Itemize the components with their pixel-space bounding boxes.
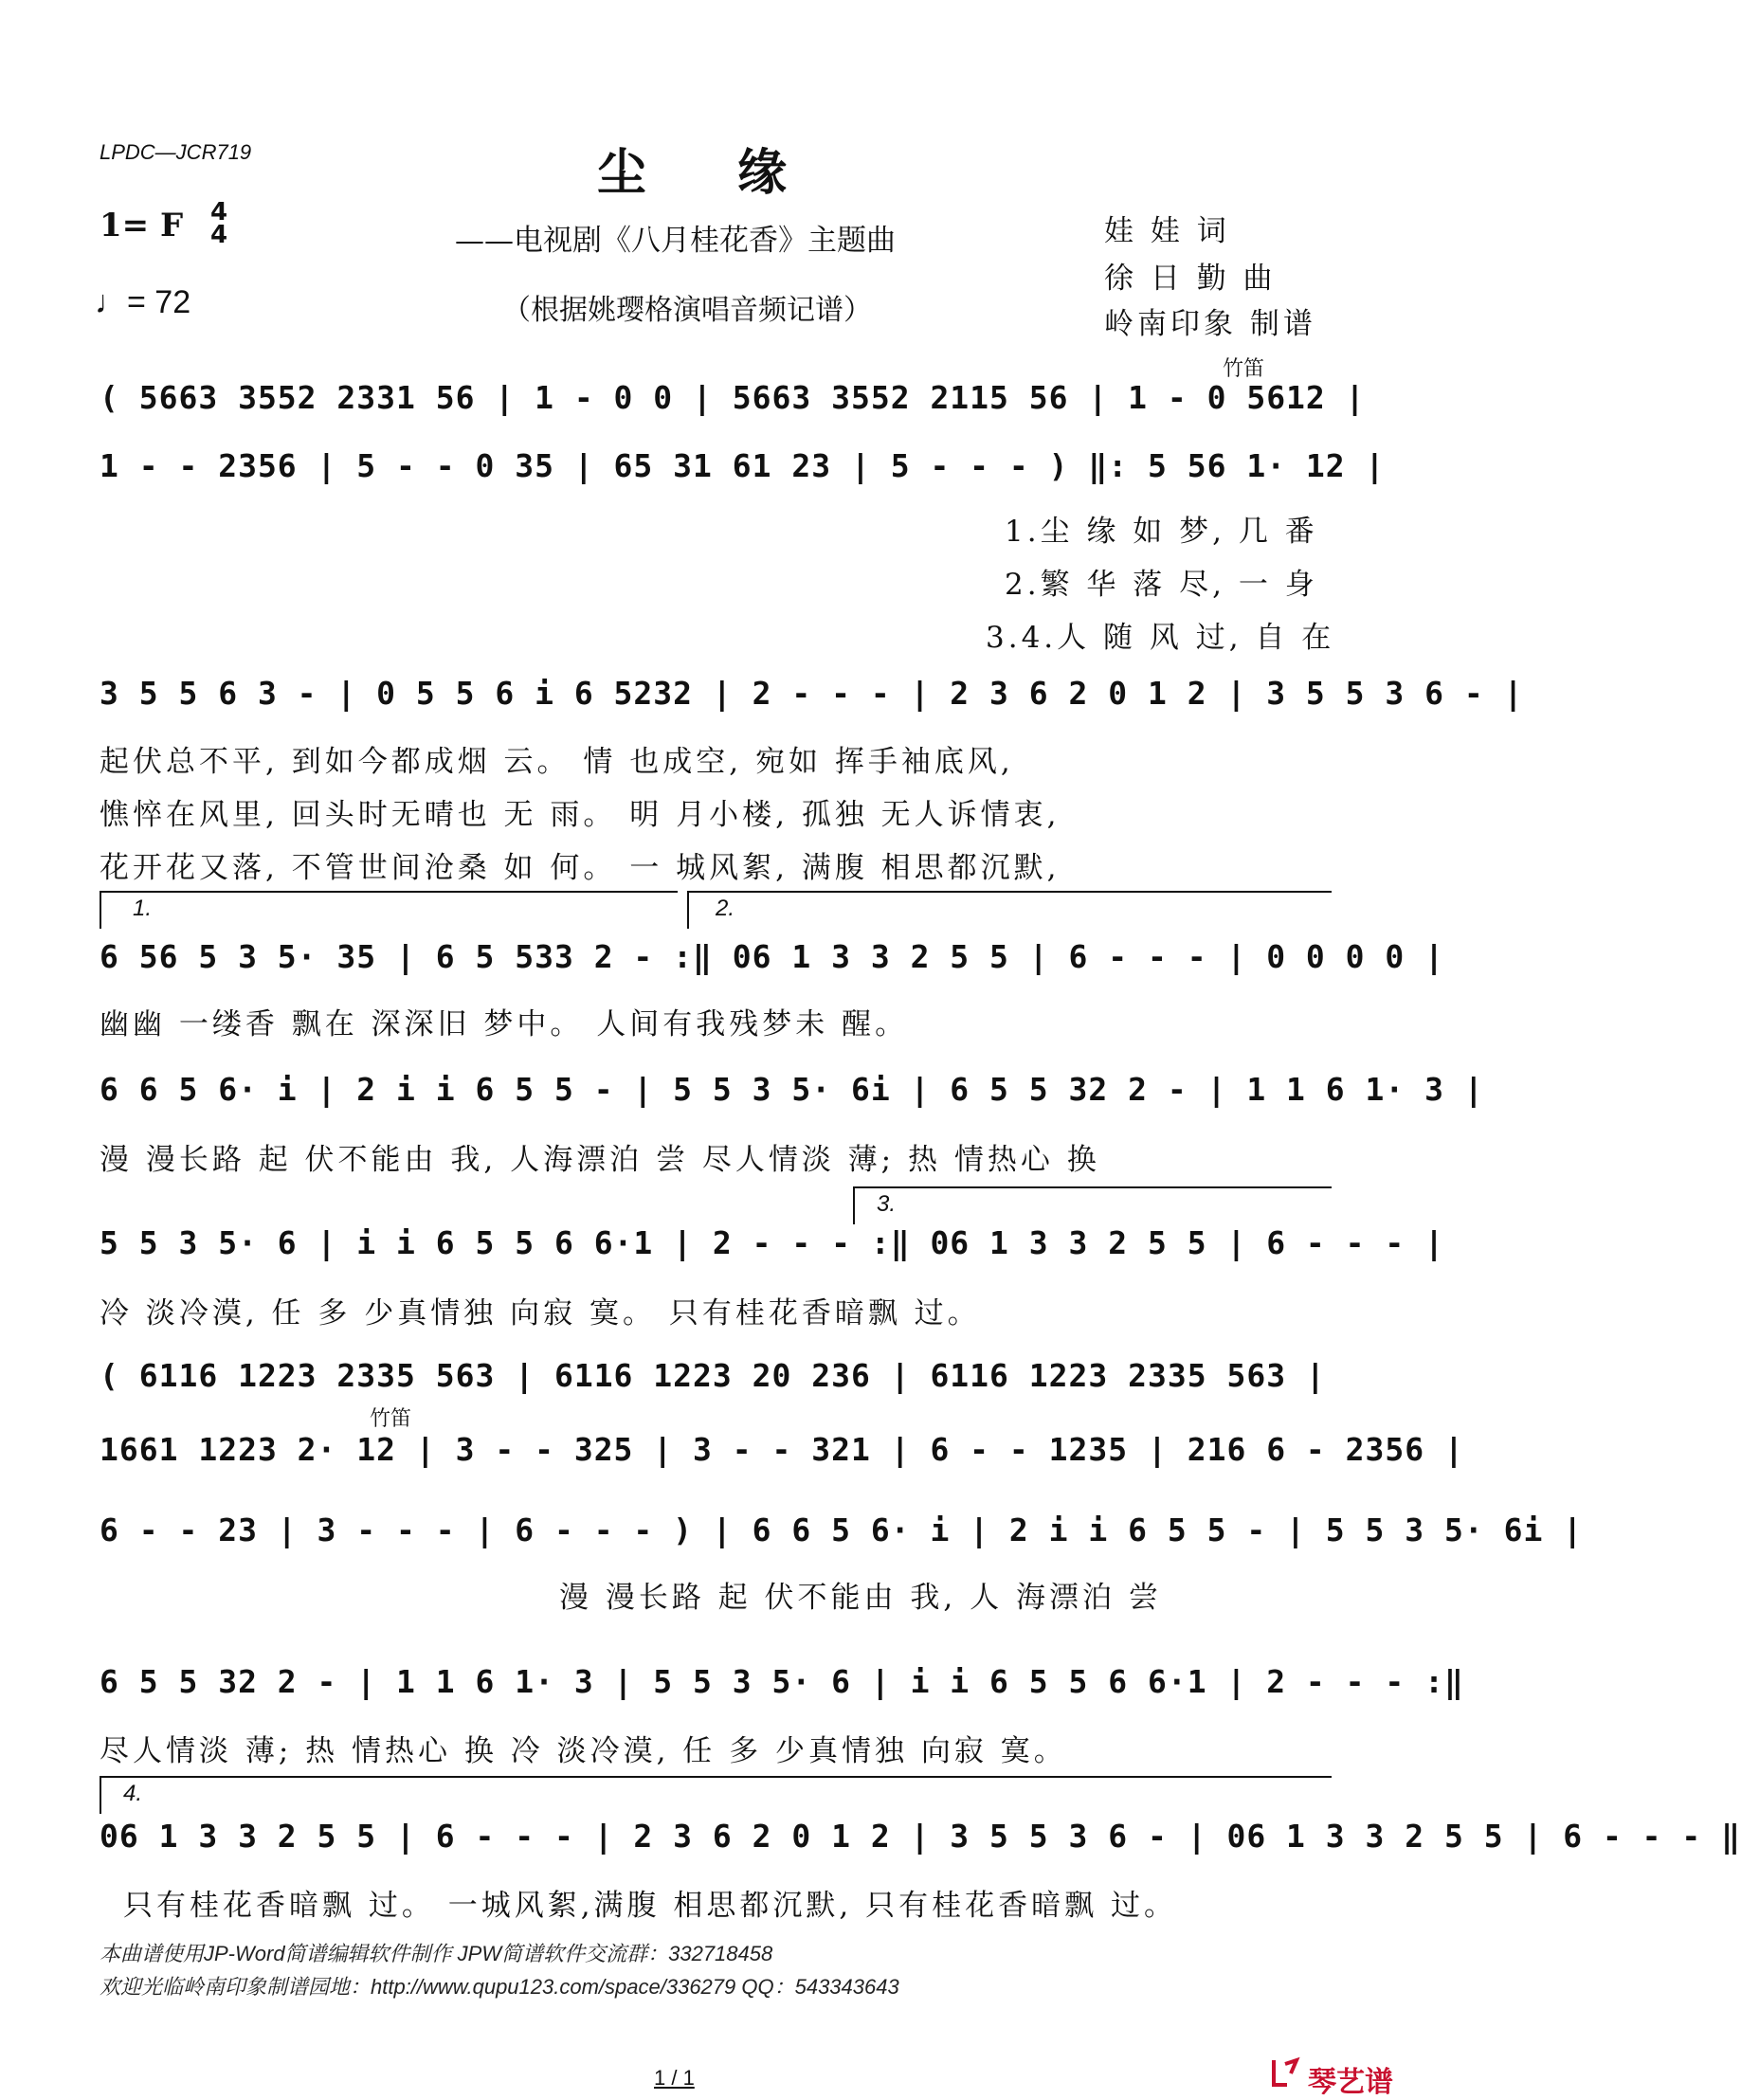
- instrument-tag-flute: 竹笛: [1223, 357, 1265, 381]
- volta-label-2: 2.: [716, 896, 735, 921]
- lyric-intro-verse-1: 1.尘 缘 如 梦, 几 番: [1005, 515, 1318, 549]
- time-signature: [210, 198, 228, 249]
- volta-label-3: 3.: [877, 1191, 897, 1217]
- lyric-line-6: 冷 淡冷漠, 任 多 少真情独 向寂 寞。 只有桂花香暗飘 过。: [100, 1296, 981, 1331]
- lyric-intro-verse-3: 3.4.人 随 风 过, 自 在: [986, 621, 1335, 655]
- time-signature-bottom: 4: [210, 221, 228, 249]
- lyric-line-verse-3: 花开花又落, 不管世间沧桑 如 何。 一 城风絮, 满腹 相思都沉默,: [100, 851, 1061, 885]
- score-row-11: 06 1 3 3 2 5 5 | 6 - - - | 2 3 6 2 0 1 2 | 3 5 5 3 6 - | 06 1 3 3 2 5 5 | 6 - - - ‖: [100, 1818, 1741, 1855]
- composer-credit: 徐 日 勤 曲: [1104, 262, 1277, 296]
- score-row-9: 6 - - 23 | 3 - - - | 6 - - - ) | 6 6 5 6· i | 2 i i 6 5 5 - | 5 5 3 5· 6i |: [100, 1512, 1584, 1548]
- song-title: 尘缘: [597, 144, 879, 202]
- lyric-line-9: 漫 漫长路 起 伏不能由 我, 人 海漂泊 尝: [559, 1581, 1162, 1615]
- volta-bracket-2-edge: [687, 891, 689, 929]
- volta-bracket-1-edge: [100, 891, 101, 929]
- volta-bracket-3: [853, 1186, 1332, 1188]
- score-row-3: 3 5 5 6 3 - | 0 5 5 6 i 6 5232 | 2 - - - | 2 3 6 2 0 1 2 | 3 5 5 3 6 - |: [100, 675, 1524, 712]
- score-row-4: 6 56 5 3 5· 35 | 6 5 533 2 - :‖ 06 1 3 3 2 5 5 | 6 - - - | 0 0 0 0 |: [100, 938, 1445, 975]
- score-row-8: 1661 1223 2· 12 | 3 - - 325 | 3 - - 321 | 6 - - 1235 | 216 6 - 2356 |: [100, 1431, 1464, 1468]
- score-row-6: 5 5 3 5· 6 | i i 6 5 5 6 6·1 | 2 - - - :‖ 06 1 3 3 2 5 5 | 6 - - - |: [100, 1224, 1445, 1261]
- volta-bracket-4: [100, 1776, 1332, 1778]
- page-number: 1 / 1: [654, 2066, 695, 2090]
- logo-icon: [1270, 2056, 1302, 2089]
- volta-bracket-3-edge: [853, 1186, 855, 1224]
- score-code: LPDC—JCR719: [100, 140, 252, 164]
- score-row-10: 6 5 5 32 2 - | 1 1 6 1· 3 | 5 5 3 5· 6 | i i 6 5 5 6 6·1 | 2 - - - :‖: [100, 1663, 1464, 1700]
- lyric-line-4: 幽幽 一缕香 飘在 深深旧 梦中。 人间有我残梦未 醒。: [100, 1007, 909, 1041]
- lyric-intro-verse-2: 2.繁 华 落 尽, 一 身: [1005, 568, 1318, 602]
- footer-website: 欢迎光临岭南印象制谱园地：http://www.qupu123.com/space/336279 QQ：543343643: [100, 1975, 899, 1999]
- volta-bracket-2: [687, 891, 1332, 893]
- time-signature-top: 4: [210, 198, 228, 226]
- lyric-line-5: 漫 漫长路 起 伏不能由 我, 人海漂泊 尝 尽人情淡 薄; 热 情热心 换: [100, 1143, 1100, 1177]
- key-signature: 1= F: [100, 207, 184, 244]
- subtitle: ——电视剧《八月桂花香》主题曲: [455, 224, 896, 258]
- volta-label-4: 4.: [123, 1781, 143, 1806]
- arranger-credit: 岭南印象 制谱: [1104, 307, 1316, 341]
- instrument-tag-flute-2: 竹笛: [370, 1407, 412, 1431]
- volta-bracket-4-edge: [100, 1776, 101, 1814]
- volta-label-1: 1.: [133, 896, 153, 921]
- score-row-2: 1 - - 2356 | 5 - - 0 35 | 65 31 61 23 | 5 - - - ) ‖: 5 56 1· 12 |: [100, 447, 1386, 484]
- tempo-marking: ♩= 72: [95, 284, 191, 320]
- score-row-5: 6 6 5 6· i | 2 i i 6 5 5 - | 5 5 3 5· 6i | 6 5 5 32 2 - | 1 1 6 1· 3 |: [100, 1071, 1484, 1108]
- lyric-line-verse-1: 起伏总不平, 到如今都成烟 云。 情 也成空, 宛如 挥手袖底风,: [100, 745, 1014, 779]
- lyric-line-10: 尽人情淡 薄; 热 情热心 换 冷 淡冷漠, 任 多 少真情独 向寂 寞。: [100, 1734, 1067, 1768]
- score-row-1: ( 5663 3552 2331 56 | 1 - 0 0 | 5663 3552 2115 56 | 1 - 0 5612 |: [100, 379, 1366, 416]
- site-logo: 琴艺谱: [1308, 2066, 1393, 2099]
- lyric-line-verse-2: 憔悴在风里, 回头时无晴也 无 雨。 明 月小楼, 孤独 无人诉情衷,: [100, 798, 1061, 832]
- footer-software-credit: 本曲谱使用JP-Word简谱编辑软件制作 JPW简谱软件交流群：332718458: [100, 1942, 773, 1965]
- score-row-7: ( 6116 1223 2335 563 | 6116 1223 20 236 | 6116 1223 2335 563 |: [100, 1357, 1326, 1394]
- lyricist-credit: 娃 娃 词: [1104, 214, 1230, 248]
- transcription-note: （根据姚璎格演唱音频记谱）: [502, 294, 872, 327]
- lyric-line-11: 只有桂花香暗飘 过。 一城风絮,满腹 相思都沉默, 只有桂花香暗飘 过。: [123, 1889, 1177, 1923]
- volta-bracket-1: [100, 891, 678, 893]
